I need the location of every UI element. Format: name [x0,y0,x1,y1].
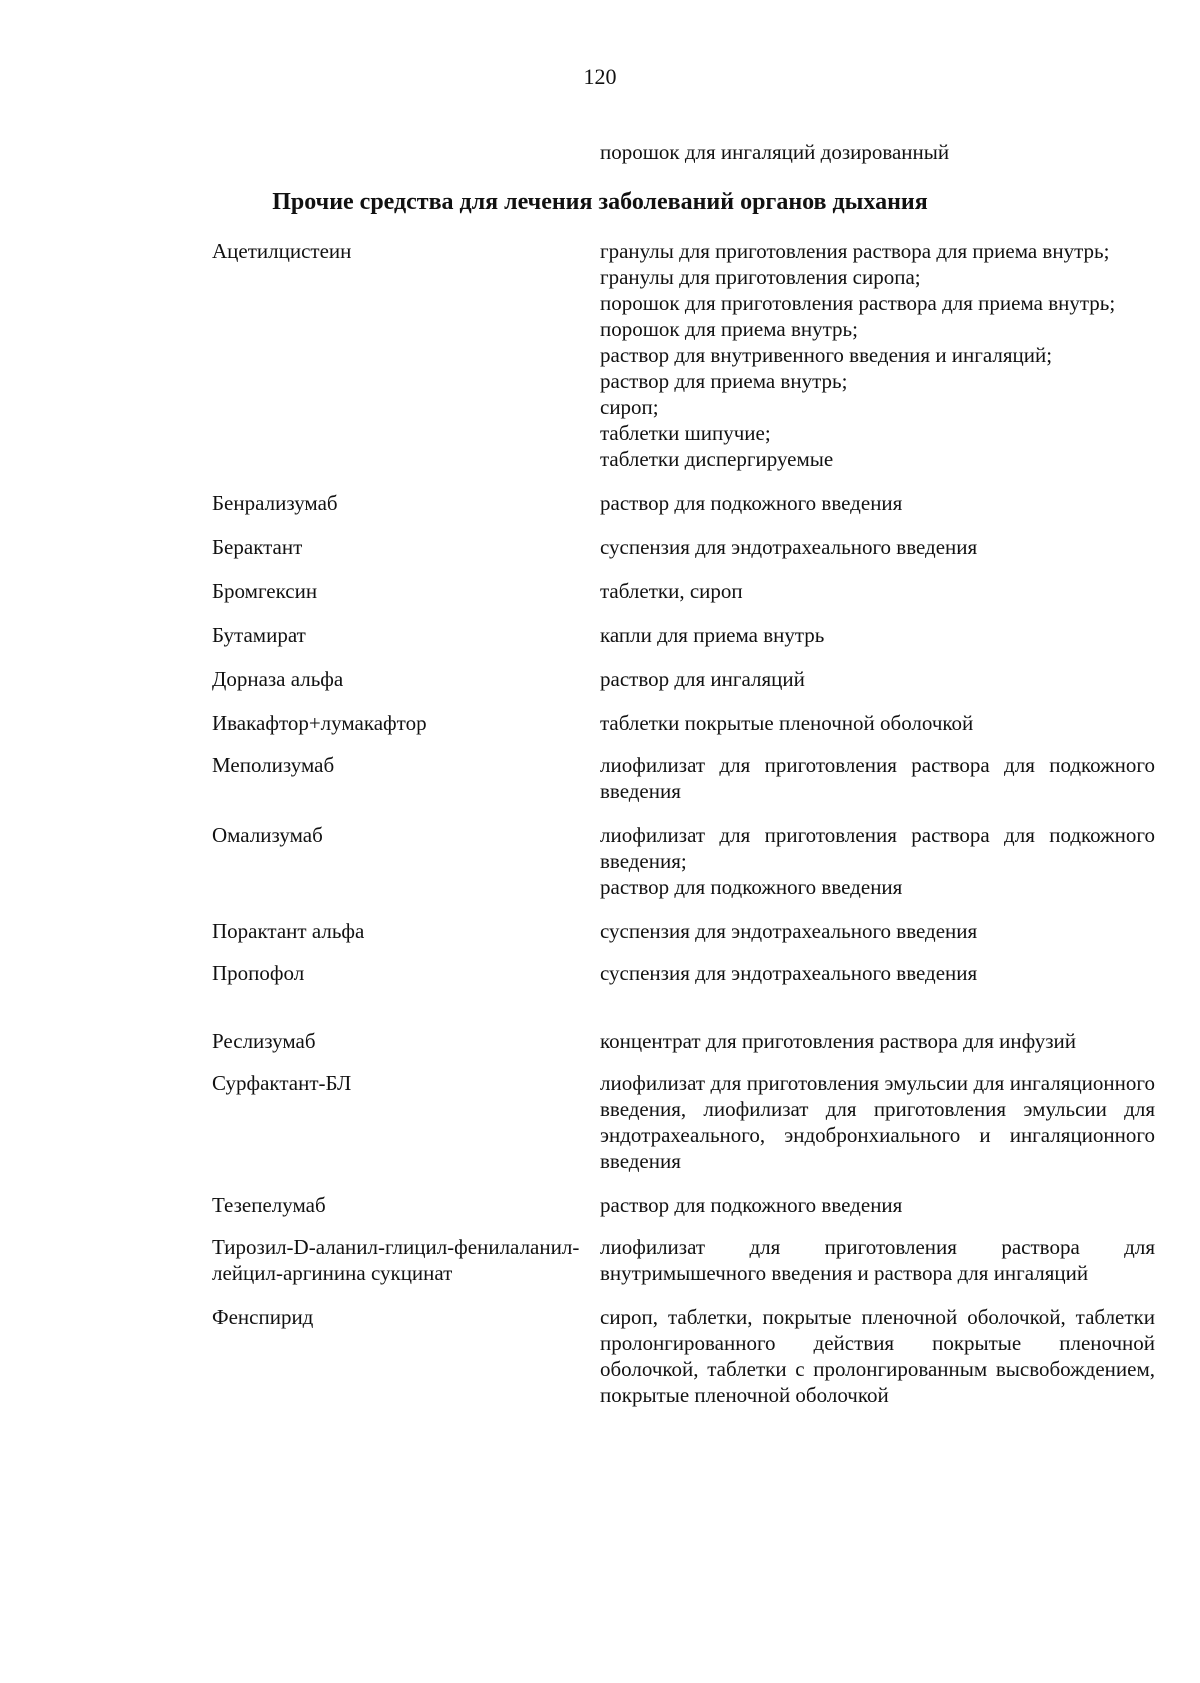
drug-forms [600,960,1155,986]
page-number: 120 [583,64,617,89]
dosage-form: таблетки, сироп [600,579,743,603]
drug-forms [600,578,1155,604]
drug-row [212,1028,1155,1054]
dosage-form: порошок для приготовления раствора для приема внутрь; [600,291,1116,315]
drug-name: Омализумаб [212,823,323,847]
drug-row [212,1192,1155,1218]
drug-forms [600,666,1155,692]
dosage-form: гранулы для приготовления раствора для приема внутрь; [600,239,1110,263]
drug-forms [600,238,1155,472]
drug-forms [600,534,1155,560]
drug-name: Меполизумаб [212,753,335,777]
drug-forms [600,822,1155,900]
drug-forms [600,752,1155,804]
drug-forms [600,1234,1155,1286]
drug-forms [600,710,1155,736]
drug-forms [600,1028,1155,1054]
drug-forms [600,490,1155,516]
drug-row [212,960,1155,986]
drug-row [212,666,1155,692]
dosage-form: таблетки покрытые пленочной оболочкой [600,711,974,735]
drug-name: Бенрализумаб [212,491,338,515]
dosage-form: лиофилизат для приготовления раствора для подкожного введения [600,753,1155,803]
drug-forms [600,1304,1155,1408]
dosage-form: сироп; [600,395,659,419]
drug-name: Тирозил-D-аланил-глицил-фенилаланил-лейцил-аргинина сукцинат [212,1235,580,1285]
drug-name: Фенспирид [212,1305,314,1329]
drug-name: Бромгексин [212,579,318,603]
dosage-form: раствор для внутривенного введения и ингаляций; [600,343,1053,367]
drug-name: Сурфактант-БЛ [212,1071,352,1095]
drug-row [212,238,1155,472]
drug-name: Ивакафтор+лумакафтор [212,711,427,735]
dosage-form: таблетки шипучие; [600,421,771,445]
dosage-form: раствор для подкожного введения [600,1193,903,1217]
dosage-form: суспензия для эндотрахеального введения [600,535,978,559]
dosage-form: лиофилизат для приготовления раствора для внутримышечного введения и раствора для ингаляций [600,1235,1155,1285]
dosage-form: раствор для приема внутрь; [600,369,848,393]
dosage-form: раствор для подкожного введения [600,491,903,515]
dosage-form: суспензия для эндотрахеального введения [600,961,978,985]
drug-row [212,1304,1155,1408]
drug-forms [600,622,1155,648]
dosage-form: раствор для ингаляций [600,667,805,691]
drug-name: Ацетилцистеин [212,239,352,263]
drug-row [212,918,1155,944]
drug-row [212,622,1155,648]
drug-row [212,752,1155,804]
drug-forms [600,1192,1155,1218]
drug-forms [600,918,1155,944]
drug-name: Берактант [212,535,303,559]
continuation-text: порошок для ингаляций дозированный [600,140,950,164]
drug-name: Бутамират [212,623,306,647]
drug-row [212,534,1155,560]
drug-name: Дорназа альфа [212,667,344,691]
dosage-form: концентрат для приготовления раствора для инфузий [600,1029,1076,1053]
dosage-form: капли для приема внутрь [600,623,825,647]
drug-name: Пропофол [212,961,305,985]
drug-name: Порактант альфа [212,919,365,943]
dosage-form: лиофилизат для приготовления раствора для подкожного введения; [600,823,1155,873]
drug-row [212,1070,1155,1174]
section-title: Прочие средства для лечения заболеваний органов дыхания [272,189,928,215]
dosage-form: таблетки диспергируемые [600,447,834,471]
dosage-form: порошок для приема внутрь; [600,317,858,341]
drug-forms [600,1070,1155,1174]
dosage-form: гранулы для приготовления сиропа; [600,265,921,289]
drug-row [212,578,1155,604]
dosage-form: лиофилизат для приготовления эмульсии для ингаляционного введения, лиофилизат для приготовления эмульсии для эндотрахеального, эндобронхиального и ингаляционного введения [600,1071,1155,1173]
drug-list [212,238,1155,1426]
dosage-form: раствор для подкожного введения [600,875,903,899]
drug-name: Реслизумаб [212,1029,316,1053]
drug-row [212,490,1155,516]
dosage-form: сироп, таблетки, покрытые пленочной оболочкой, таблетки пролонгированного действия покрытые пленочной оболочкой, таблетки с пролонгированным высвобождением, покрытые пленочной оболочкой [600,1305,1155,1407]
drug-name: Тезепелумаб [212,1193,326,1217]
drug-row [212,1234,1155,1286]
dosage-form: суспензия для эндотрахеального введения [600,919,978,943]
drug-row [212,710,1155,736]
drug-row [212,822,1155,900]
